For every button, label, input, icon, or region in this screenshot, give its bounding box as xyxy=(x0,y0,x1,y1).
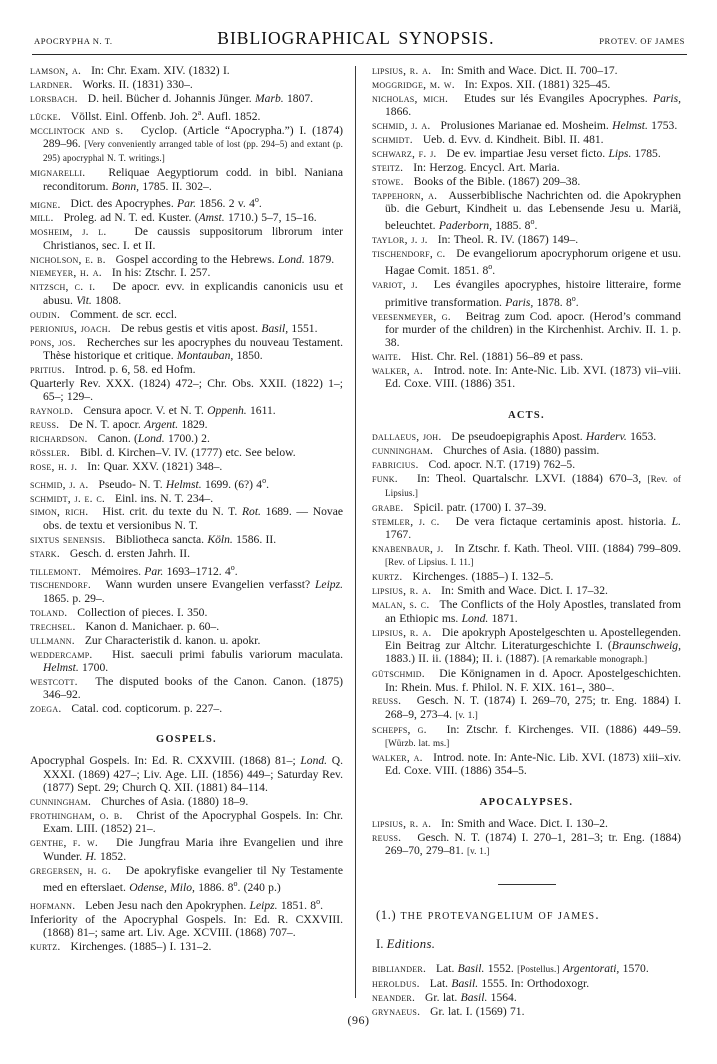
entry-text: In: Chr. Exam. XIV. (1832) I. xyxy=(91,64,230,77)
entry-author: oudin. xyxy=(30,307,61,321)
entry-author: lardner. xyxy=(30,77,73,91)
entry-text: Dict. des Apocryphes. Par. 1856. 2 v. 4$^o$. xyxy=(70,195,262,211)
bibliography-entry xyxy=(30,754,343,794)
bibliography-entry xyxy=(30,492,343,505)
entry-author: sixtus senensis. xyxy=(30,532,106,546)
running-head xyxy=(30,28,689,50)
entry-author: trechsel. xyxy=(30,619,76,633)
bibliography-entry xyxy=(372,247,681,278)
entry-author: schwarz, f. j. xyxy=(372,147,437,161)
entry-author: dallaeus, joh. xyxy=(372,429,442,443)
entry-text: Hist. crit. du texte du N. T. Rot. 1689. — Novae obs. de textu et versionibus N. T. xyxy=(43,505,343,532)
entry-text: Die Könignamen in d. Apocr. Apostelgeschichten. In: Rhein. Mus. f. Philol. N. F. XIX. 161–, 380–. xyxy=(385,667,681,694)
entry-author: heroldus. xyxy=(372,977,420,991)
bibliography-entry xyxy=(30,836,343,863)
bibliography-entry xyxy=(372,350,681,363)
bibliography-entry xyxy=(372,626,681,667)
entry-author: lamson, a. xyxy=(30,64,82,77)
entry-text: Beitrag zum Cod. apocr. (Herod’s command for murder of the children) in the Kirchenhist. Archiv. II. 1. p. 38. xyxy=(385,309,681,350)
entry-author: hofmann. xyxy=(30,898,76,912)
running-head-right: PROTEV. OF JAMES xyxy=(599,36,685,46)
entry-text: Recherches sur les apocryphes du nouveau Testament. Thèse historique et critique. Montauban, 1850. xyxy=(43,335,343,362)
entry-text: In: Ztschr. f. Kirchenges. VII. (1886) 449–59. [Würzb. lat. ms.] xyxy=(385,722,681,749)
bibliography-entry xyxy=(372,598,681,625)
entry-author: grabe. xyxy=(372,500,404,514)
entry-text: Ueb. d. Evv. d. Kindheit. Bibl. II. 481. xyxy=(422,133,604,147)
entry-author: nicholas, mich. xyxy=(372,91,449,105)
bibliography-entry xyxy=(372,78,681,91)
entry-text: Hist. Chr. Rel. (1881) 56–89 et pass. xyxy=(411,350,583,364)
work-title-text: the protevangelium of james. xyxy=(400,907,600,923)
section-divider-rule xyxy=(498,884,556,885)
entry-text: Gr. lat. Basil. 1564. xyxy=(425,991,517,1005)
entry-author: lipsius, r. a. xyxy=(372,625,432,639)
entry-text: The Conflicts of the Holy Apostles, translated from an Ethiopic ms. Lond. 1871. xyxy=(385,598,681,625)
bibliography-entry xyxy=(30,561,343,578)
bibliography-entry xyxy=(372,430,681,443)
entry-author: kurtz. xyxy=(30,939,61,953)
bibliography-entry xyxy=(30,166,343,193)
bibliography-entry xyxy=(372,991,681,1004)
section-heading-apocalypses: APOCALYPSES. xyxy=(479,796,574,808)
bibliography-entry xyxy=(30,795,343,808)
bibliography-entry xyxy=(30,634,343,647)
entry-text: Bibl. d. Kirchen–V. IV. (1777) etc. See below. xyxy=(79,445,296,459)
bibliography-entry xyxy=(30,377,343,404)
entry-text: Hist. saeculi primi fabulis variorum maculata. Helmst. 1700. xyxy=(43,647,343,674)
entry-author: frothingham, o. b. xyxy=(30,809,123,822)
entry-author: cunningham. xyxy=(372,443,434,457)
bibliography-entry xyxy=(372,977,681,990)
entry-text: The disputed books of the Canon. Canon. (1875) 346–92. xyxy=(43,674,344,702)
entry-text: Gr. lat. I. (1569) 71. xyxy=(430,1005,525,1019)
entry-author: tappehorn, a. xyxy=(372,188,438,202)
entry-text: De N. T. apocr. Argent. 1829. xyxy=(69,418,208,431)
bibliography-entry xyxy=(372,278,681,309)
entry-text: Introd. note. In: Ante-Nic. Lib. XVI. (1873) xiii–xiv. Ed. Coxe. VIII. (1886) 354–5. xyxy=(385,751,681,778)
entry-author: kurtz. xyxy=(372,570,403,584)
entry-text: Cod. apocr. N.T. (1719) 762–5. xyxy=(428,457,576,471)
entry-text: De caussis suppositorum librorum inter Christianos, sec. I. et II. xyxy=(43,225,343,252)
entry-author: pons, jos. xyxy=(30,335,76,349)
entry-text: Inferiority of the Apocryphal Gospels. In: Ed. R. CXXVIII. (1868) 81–; same art. Liv. Age. XCVIII. (1868) 707–. xyxy=(30,912,343,939)
entry-text: Kirchenges. (1885–) I. 131–2. xyxy=(70,939,212,953)
bibliography-entry xyxy=(30,308,343,321)
entry-text: Bibliotheca sancta. Köln. 1586. II. xyxy=(115,532,277,546)
entry-text: In: Herzog. Encycl. Art. Maria. xyxy=(413,160,560,174)
entry-author: moggridge, m. w. xyxy=(372,77,455,91)
bibliography-entry xyxy=(372,92,681,119)
bibliography-entry xyxy=(372,501,681,514)
entry-author: schepfs, g. xyxy=(372,722,427,736)
entry-author: raynold. xyxy=(30,404,74,418)
bibliography-entry xyxy=(30,253,343,266)
bibliography-entry xyxy=(372,64,681,77)
work-number: (1.) xyxy=(376,908,397,923)
entry-author: gütschmid. xyxy=(372,667,425,681)
bibliography-entry xyxy=(30,702,343,715)
entry-text: In: Smith and Wace. Dict. II. 700–17. xyxy=(441,64,618,77)
bibliography-entry xyxy=(372,667,681,694)
running-head-left: APOCRYPHA N. T. xyxy=(34,36,113,46)
folio-number: (96) xyxy=(347,1013,370,1027)
entry-text: Proleg. ad N. T. ed. Kuster. (Amst. 1710.) 5–7, 15–16. xyxy=(63,211,317,225)
entry-author: fabricius. xyxy=(372,457,419,471)
entry-text: Prolusiones Marianae ed. Mosheim. Helmst. 1753. xyxy=(440,119,678,133)
bibliography-entry xyxy=(372,147,681,160)
entry-list-right-main xyxy=(372,64,681,391)
entry-text: Quarterly Rev. XXX. (1824) 472–; Chr. Obs. XXII. (1822) 1–; 65–; 129–. xyxy=(30,376,343,404)
bibliography-entry xyxy=(30,446,343,459)
entry-text: Les évangiles apocryphes, histoire litteraire, forme primitive transformation. Paris, 1878. 8$^o$. xyxy=(385,278,681,309)
bibliography-entry xyxy=(372,542,681,570)
bibliography-entry xyxy=(372,444,681,457)
bibliography-entry xyxy=(372,458,681,471)
entry-author: stark. xyxy=(30,546,60,560)
entry-text: Gospel according to the Hebrews. Lond. 1879. xyxy=(115,252,335,266)
entry-text: De ev. impartiae Jesu verset ficto. Lips. 1785. xyxy=(446,147,661,161)
section-heading-gospels: GOSPELS. xyxy=(156,734,217,746)
entry-text: Works. II. (1831) 330–. xyxy=(82,77,193,91)
entry-text: De rebus gestis et vitis apost. Basil, 1551. xyxy=(120,321,318,335)
entry-author: lipsius, r. a. xyxy=(372,816,432,830)
entry-list-editions xyxy=(372,962,681,1018)
entry-author: waite. xyxy=(372,350,402,364)
bibliography-entry xyxy=(30,432,343,445)
entry-author: richardson. xyxy=(30,431,88,445)
entry-author: schmidt. xyxy=(372,133,413,147)
entry-author: veesenmeyer, g. xyxy=(372,309,451,323)
bibliography-entry xyxy=(30,211,343,224)
bibliography-entry xyxy=(30,578,343,605)
bibliography-entry xyxy=(30,675,343,702)
bibliography-entry xyxy=(372,364,681,391)
bibliography-entry xyxy=(372,133,681,146)
entry-author: westcott. xyxy=(30,674,78,688)
entry-author: lorsbach. xyxy=(30,91,78,105)
entry-author: mill. xyxy=(30,211,54,225)
subsection-number: I. xyxy=(376,937,384,952)
entry-text: Kirchenges. (1885–) I. 132–5. xyxy=(412,570,554,584)
body-columns xyxy=(30,64,689,1019)
entry-text: In: Theol. R. IV. (1867) 149–. xyxy=(437,233,579,247)
bibliography-entry xyxy=(30,225,343,252)
entry-text: Zur Characteristik d. kanon. u. apokr. xyxy=(84,633,261,647)
entry-text: In Ztschr. f. Kath. Theol. VIII. (1884) 799–809. [Rev. of Lipsius. I. 11.] xyxy=(385,542,681,568)
bibliography-entry xyxy=(30,266,343,279)
bibliography-entry xyxy=(372,723,681,751)
entry-author: tischendorf, c. xyxy=(372,247,446,261)
work-title xyxy=(372,907,681,923)
bibliography-entry xyxy=(372,175,681,188)
entry-author: mosheim, j. l. xyxy=(30,225,107,239)
bibliography-entry xyxy=(30,648,343,675)
bibliography-entry xyxy=(30,336,343,363)
entry-author: funk. xyxy=(372,471,398,485)
bibliography-entry xyxy=(30,620,343,633)
entry-author: schmid, j. a. xyxy=(30,477,89,491)
bibliography-entry xyxy=(30,363,343,376)
entry-author: nitzsch, c. i. xyxy=(30,280,96,294)
column-right xyxy=(356,64,682,1019)
entry-text: Churches of Asia. (1880) passim. xyxy=(443,443,600,457)
entry-author: genthe, f. w. xyxy=(30,836,99,850)
bibliography-entry xyxy=(30,864,343,895)
header-rule xyxy=(32,54,687,55)
entry-author: schmidt, j. e. c. xyxy=(30,491,106,505)
entry-text: In: Smith and Wace. Dict. I. 17–32. xyxy=(441,584,608,598)
entry-author: nicholson, e. b. xyxy=(30,252,106,266)
bibliography-entry xyxy=(372,515,681,542)
entry-text: Apocryphal Gospels. In: Ed. R. CXXVIII. (1868) 81–; Lond. Q. XXXI. (1869) 427–; Liv. Age. LII. (1856) 449–; Saturday Rev. (1877) Sept. 29; Church Q. XII. (1881) 84–114. xyxy=(30,754,343,795)
entry-author: variot, j. xyxy=(372,278,418,292)
entry-text: Leben Jesu nach den Apokryphen. Leipz. 1851. 8$^o$. xyxy=(85,896,323,912)
entry-text: Einl. ins. N. T. 234–. xyxy=(115,491,214,505)
entry-text: In: Theol. Quartalschr. LXVI. (1884) 670–3, [Rev. of Lipsius.] xyxy=(385,471,681,498)
column-left xyxy=(30,64,355,1014)
entry-text: In: Smith and Wace. Dict. I. 130–2. xyxy=(441,816,608,830)
bibliography-entry xyxy=(30,547,343,560)
entry-text: Churches of Asia. (1880) 18–9. xyxy=(101,795,249,809)
entry-author: malan, s. c. xyxy=(372,598,430,612)
section-heading-acts: ACTS. xyxy=(508,409,545,421)
entry-text: In: Quar. XXV. (1821) 348–. xyxy=(87,459,223,473)
bibliography-entry xyxy=(30,78,343,91)
bibliography-entry xyxy=(30,404,343,417)
entry-text: Lat. Basil. 1552. [Postellus.] Argentorati, 1570. xyxy=(436,962,649,976)
entry-text: Gesch. d. ersten Jahrh. II. xyxy=(69,546,190,560)
entry-author: taylor, j. j. xyxy=(372,233,428,247)
entry-author: rössler. xyxy=(30,445,71,459)
entry-author: reuss. xyxy=(372,830,402,844)
bibliography-entry xyxy=(372,119,681,132)
bibliography-entry xyxy=(30,474,343,491)
entry-author: stemler, j. c. xyxy=(372,514,440,528)
bibliography-entry xyxy=(30,322,343,335)
entry-text: Books of the Bible. (1867) 209–38. xyxy=(413,174,581,188)
bibliography-entry xyxy=(372,831,681,859)
bibliography-entry xyxy=(30,809,343,836)
entry-text: Christ of the Apocryphal Gospels. In: Chr. Exam. LIII. (1852) 21–. xyxy=(43,809,343,836)
entry-text: D. heil. Bücher d. Johannis Jünger. Marb. 1807. xyxy=(87,91,314,105)
entry-author: schmid, j. a. xyxy=(372,119,431,133)
entry-author: knabenbaur, j. xyxy=(372,542,444,556)
bibliography-entry xyxy=(372,751,681,778)
subsection-title: Editions. xyxy=(386,937,436,952)
bibliography-entry xyxy=(30,460,343,473)
entry-author: migne. xyxy=(30,197,61,211)
bibliography-entry xyxy=(372,310,681,350)
entry-list-acts xyxy=(372,430,681,778)
entry-author: rose, h. j. xyxy=(30,459,78,473)
entry-author: toland. xyxy=(30,605,68,619)
entry-author: neander. xyxy=(372,991,416,1005)
bibliography-entry xyxy=(372,233,681,246)
entry-author: tischendorf. xyxy=(30,578,92,592)
bibliography-entry xyxy=(372,189,681,233)
entry-author: bibliander. xyxy=(372,962,427,976)
entry-author: mcclintock and s. xyxy=(30,123,124,137)
entry-list-gospels xyxy=(30,754,343,953)
entry-author: reuss. xyxy=(372,694,402,708)
entry-text: Ausserbiblische Nachrichten od. die Apokryphen üb. die Geburt, Kindheit u. das Lebensende Jesu u. Mariä, beleuchtet. Paderborn, 1885. 8$^o$. xyxy=(385,188,681,233)
bibliography-entry xyxy=(30,92,343,105)
entry-author: gregersen, h. g. xyxy=(30,863,112,877)
bibliography-entry xyxy=(372,472,681,501)
bibliography-entry xyxy=(372,962,681,976)
entry-text: Pseudo- N. T. Helmst. 1699. (6?) 4$^o$. xyxy=(98,475,270,491)
work-subsection-heading xyxy=(372,937,681,952)
entry-text: In: Expos. XII. (1881) 325–45. xyxy=(464,77,611,91)
bibliography-entry xyxy=(30,895,343,912)
entry-text: In his: Ztschr. I. 257. xyxy=(111,266,211,280)
bibliography-entry xyxy=(30,418,343,431)
bibliography-entry xyxy=(30,194,343,211)
bibliography-entry xyxy=(30,280,343,307)
entry-text: De apokryfiske evangelier til Ny Testamente med en efterslaet. Odense, Milo, 1886. 8$^o$. (240 p.) xyxy=(43,863,343,894)
entry-text: De pseudoepigraphis Apost. Harderv. 1653. xyxy=(451,429,657,443)
entry-text: Introd. p. 6, 58. ed Hofm. xyxy=(75,362,196,376)
entry-text: Catal. cod. copticorum. p. 227–. xyxy=(71,702,223,716)
entry-list-left-main xyxy=(30,64,343,715)
entry-text: Die Jungfrau Maria ihre Evangelien und ihre Wunder. H. 1852. xyxy=(43,836,343,863)
entry-text: De apocr. evv. in explicandis canonicis usu et abusu. Vit. 1808. xyxy=(43,280,343,307)
entry-author: ullmann. xyxy=(30,633,75,647)
entry-text: Etudes sur lés Evangiles Apocryphes. Paris, 1866. xyxy=(385,91,682,119)
bibliography-entry xyxy=(30,606,343,619)
entry-author: walker, a. xyxy=(372,364,423,378)
entry-text: Kanon d. Manichaer. p. 60–. xyxy=(85,619,220,633)
entry-author: perionius, joach. xyxy=(30,321,111,335)
entry-author: stowe. xyxy=(372,174,404,188)
bibliography-entry xyxy=(30,124,343,166)
entry-author: lipsius, r. a. xyxy=(372,64,432,77)
bibliography-entry xyxy=(372,570,681,583)
bibliography-entry xyxy=(30,533,343,546)
entry-author: pritius. xyxy=(30,362,66,376)
entry-author: lücke. xyxy=(30,109,62,123)
entry-text: Gesch. N. T. (1874) I. 270–1, 281–3; tr. Eng. (1884) 269–70, 279–81. [v. 1.] xyxy=(385,830,681,857)
bibliography-entry xyxy=(372,694,681,722)
entry-text: De evangeliorum apocryphorum origene et usu. Hagae Comit. 1851. 8$^o$. xyxy=(385,247,681,278)
entry-author: niemeyer, h. a. xyxy=(30,266,102,280)
bibliography-entry xyxy=(372,817,681,830)
entry-text: Spicil. patr. (1700) I. 37–39. xyxy=(413,500,547,514)
entry-author: cunningham. xyxy=(30,795,92,809)
entry-text: Introd. note. In: Ante-Nic. Lib. XVI. (1873) vii–viii. Ed. Coxe. VIII. (1886) 351. xyxy=(385,364,681,391)
entry-text: Cyclop. (Article “Apocrypha.”) I. (1874) 289–96. [Very conveniently arranged table of lost (pp. 294–5) and extant (p. 295) apocryphal N. T. writings.] xyxy=(43,123,343,164)
entry-text: Lat. Basil. 1555. In: Orthodoxogr. xyxy=(429,977,590,991)
entry-author: walker, a. xyxy=(372,751,423,765)
entry-text: Gesch. N. T. (1874) I. 269–70, 275; tr. Eng. 1884) I. 268–9, 273–4. [v. 1.] xyxy=(385,694,681,721)
bibliography-entry xyxy=(30,64,343,77)
bibliography-entry xyxy=(30,106,343,123)
entry-text: Völlst. Einl. Offenb. Joh. 2$^a$. Aufl. 1852. xyxy=(70,107,261,123)
entry-text: Canon. (Lond. 1700.) 2. xyxy=(97,431,210,445)
entry-author: reuss. xyxy=(30,418,60,431)
entry-author: tillemont. xyxy=(30,564,82,578)
entry-author: mignarelli. xyxy=(30,166,86,180)
bibliography-entry xyxy=(30,505,343,532)
entry-list-apocalypses xyxy=(372,817,681,859)
entry-author: lipsius, r. a. xyxy=(372,584,432,598)
entry-text: De vera fictaque certaminis apost. historia. L. 1767. xyxy=(385,514,682,542)
entry-text: Die apokryph Apostelgeschten u. Apostellegenden. Ein Beitrag zur Altchr. Literaturgeschichte I. (Braunschweig, 1883.) II. ii. (1884); II. i. (1887). [A remarkable monograph.] xyxy=(385,625,681,666)
entry-author: grynaeus. xyxy=(372,1005,421,1019)
entry-text: Reliquae Aegyptiorum codd. in bibl. Naniana reconditorum. Bonn, 1785. II. 302–. xyxy=(43,166,343,193)
bibliography-entry xyxy=(372,161,681,174)
entry-author: weddercamp. xyxy=(30,647,93,661)
page-title: BIBLIOGRAPHICAL SYNOPSIS. xyxy=(217,28,495,48)
entry-text: Collection of pieces. I. 350. xyxy=(77,605,208,619)
bibliography-entry xyxy=(30,940,343,953)
entry-text: Censura apocr. V. et N. T. Oppenh. 1611. xyxy=(83,404,276,418)
entry-author: simon, rich. xyxy=(30,505,89,519)
entry-text: Comment. de scr. eccl. xyxy=(70,307,177,321)
entry-author: zoega. xyxy=(30,702,62,716)
entry-text: Mémoires. Par. 1693–1712. 4$^o$. xyxy=(91,562,238,578)
bibliography-entry xyxy=(30,913,343,940)
entry-text: Wann wurden unsere Evangelien verfasst? Leipz. 1865. p. 29–. xyxy=(43,578,344,605)
entry-author: steitz. xyxy=(372,160,404,174)
bibliography-entry xyxy=(372,584,681,597)
